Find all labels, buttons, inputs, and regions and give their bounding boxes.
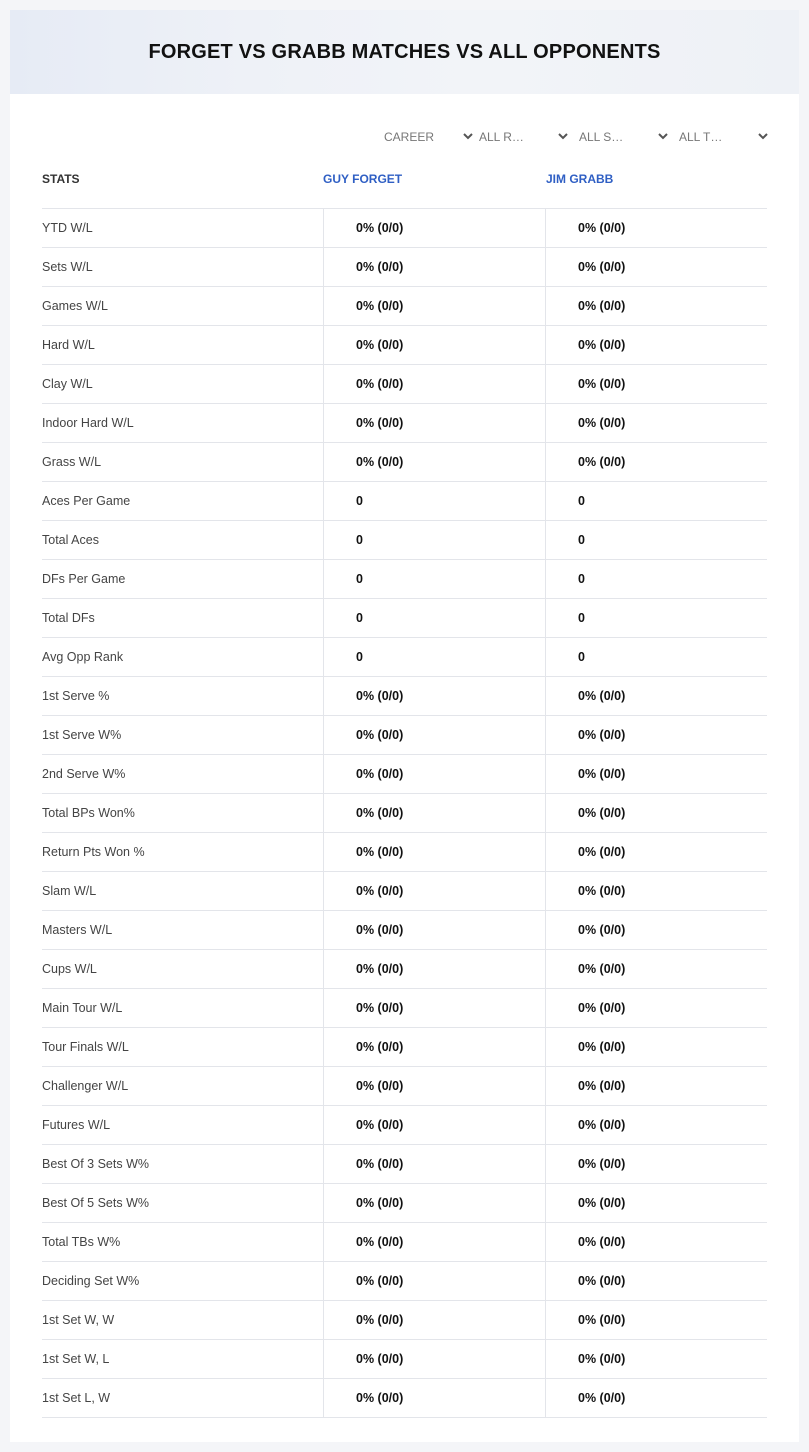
player-1-stat-value: 0: [323, 599, 545, 637]
tournament-filter-select[interactable]: [679, 126, 769, 148]
player-1-stat-value: 0% (0/0): [323, 1028, 545, 1066]
page-header: [10, 10, 799, 94]
player-1-stat-value: 0% (0/0): [323, 950, 545, 988]
player-2-stat-value: 0: [545, 482, 767, 520]
stat-label: Tour Finals W/L: [42, 1040, 129, 1054]
stat-label: Masters W/L: [42, 923, 113, 937]
chevron-down-icon: [757, 130, 769, 142]
player-1-stat-value: 0% (0/0): [323, 677, 545, 715]
player-1-stat-value: 0% (0/0): [323, 1145, 545, 1183]
stat-label: 1st Set W, W: [42, 1313, 115, 1327]
table-row: [42, 286, 767, 325]
player-2-stat-value: 0% (0/0): [545, 1223, 767, 1261]
player-2-stat-value: 0% (0/0): [545, 404, 767, 442]
player-1-stat-value: 0% (0/0): [323, 1067, 545, 1105]
table-row: [42, 1066, 767, 1105]
player-2-stat-value: 0% (0/0): [545, 755, 767, 793]
table-row: [42, 1222, 767, 1261]
chevron-down-icon: [557, 130, 569, 142]
player-1-stat-value: 0% (0/0): [323, 1184, 545, 1222]
player-1-stat-value: 0: [323, 521, 545, 559]
player-2-stat-value: 0% (0/0): [545, 677, 767, 715]
table-row: [42, 442, 767, 481]
player-1-stat-value: 0: [323, 560, 545, 598]
table-row: [42, 1261, 767, 1300]
player-2-stat-value: 0: [545, 638, 767, 676]
column-header-stats: STATS: [42, 172, 80, 186]
stat-label: 2nd Serve W%: [42, 767, 126, 781]
player-2-stat-value: 0% (0/0): [545, 950, 767, 988]
player-2-stat-value: 0% (0/0): [545, 1106, 767, 1144]
stat-label: Total TBs W%: [42, 1235, 121, 1249]
stat-label: Futures W/L: [42, 1118, 111, 1132]
stat-label: Cups W/L: [42, 962, 97, 976]
stat-label: Return Pts Won %: [42, 845, 145, 859]
player-2-stat-value: 0% (0/0): [545, 1262, 767, 1300]
player-1-stat-value: 0% (0/0): [323, 872, 545, 910]
player-2-stat-value: 0% (0/0): [545, 1340, 767, 1378]
table-row: [42, 715, 767, 754]
stat-label: Slam W/L: [42, 884, 97, 898]
table-row: [42, 1027, 767, 1066]
player-2-stat-value: 0% (0/0): [545, 1379, 767, 1417]
player-2-stat-value: 0% (0/0): [545, 989, 767, 1027]
table-row: [42, 832, 767, 871]
stat-label: Grass W/L: [42, 455, 102, 469]
stat-label: Indoor Hard W/L: [42, 416, 134, 430]
period-filter-value: CAREER: [384, 130, 435, 144]
player-1-stat-value: 0% (0/0): [323, 1262, 545, 1300]
stat-label: Avg Opp Rank: [42, 650, 124, 664]
player-1-stat-value: 0% (0/0): [323, 365, 545, 403]
player-1-stat-value: 0% (0/0): [323, 911, 545, 949]
stat-label: 1st Serve W%: [42, 728, 122, 742]
player-1-stat-value: 0% (0/0): [323, 248, 545, 286]
stat-label: Best Of 5 Sets W%: [42, 1196, 149, 1210]
tournament-filter-value: ALL T…: [679, 130, 723, 144]
player-2-stat-value: 0% (0/0): [545, 1067, 767, 1105]
player-2-stat-value: 0% (0/0): [545, 287, 767, 325]
player-1-stat-value: 0% (0/0): [323, 1301, 545, 1339]
table-row: [42, 637, 767, 676]
player-1-stat-value: 0% (0/0): [323, 716, 545, 754]
player-2-stat-value: 0% (0/0): [545, 248, 767, 286]
table-row: [42, 988, 767, 1027]
player-2-stat-value: 0: [545, 599, 767, 637]
player-1-stat-value: 0% (0/0): [323, 794, 545, 832]
player-2-stat-value: 0% (0/0): [545, 209, 767, 247]
player-1-stat-value: 0% (0/0): [323, 833, 545, 871]
player-2-stat-value: 0% (0/0): [545, 1028, 767, 1066]
table-row: [42, 598, 767, 637]
stat-label: Hard W/L: [42, 338, 95, 352]
player-2-stat-value: 0% (0/0): [545, 794, 767, 832]
table-row: [42, 208, 767, 247]
player-2-stat-value: 0: [545, 521, 767, 559]
table-row: [42, 481, 767, 520]
player-2-stat-value: 0% (0/0): [545, 326, 767, 364]
player-1-stat-value: 0% (0/0): [323, 1379, 545, 1417]
player-1-stat-value: 0% (0/0): [323, 1223, 545, 1261]
stat-label: 1st Set W, L: [42, 1352, 110, 1366]
stat-label: Games W/L: [42, 299, 108, 313]
stat-label: Main Tour W/L: [42, 1001, 123, 1015]
stat-label: Total DFs: [42, 611, 95, 625]
player-2-stat-value: 0% (0/0): [545, 1184, 767, 1222]
table-row: [42, 1183, 767, 1222]
page-title: FORGET VS GRABB MATCHES VS ALL OPPONENTS: [148, 40, 661, 63]
stat-label: Total BPs Won%: [42, 806, 135, 820]
stat-label: 1st Serve %: [42, 689, 110, 703]
table-row: [42, 520, 767, 559]
table-row: [42, 1105, 767, 1144]
player-1-stat-value: 0% (0/0): [323, 1106, 545, 1144]
player-1-stat-value: 0% (0/0): [323, 287, 545, 325]
player-2-stat-value: 0% (0/0): [545, 443, 767, 481]
period-filter-select[interactable]: [384, 126, 474, 148]
player-2-stat-value: 0% (0/0): [545, 833, 767, 871]
table-row: [42, 1144, 767, 1183]
stat-label: Sets W/L: [42, 260, 93, 274]
player-1-stat-value: 0% (0/0): [323, 755, 545, 793]
table-row: [42, 559, 767, 598]
table-row: [42, 676, 767, 715]
player-2-stat-value: 0% (0/0): [545, 1301, 767, 1339]
table-row: [42, 1378, 767, 1418]
player-1-stat-value: 0: [323, 482, 545, 520]
table-row: [42, 949, 767, 988]
stat-label: DFs Per Game: [42, 572, 126, 586]
chevron-down-icon: [657, 130, 669, 142]
player-1-stat-value: 0% (0/0): [323, 326, 545, 364]
player-2-stat-value: 0% (0/0): [545, 365, 767, 403]
column-header-player-1[interactable]: GUY FORGET: [323, 172, 403, 186]
round-filter-select[interactable]: [479, 126, 569, 148]
surface-filter-value: ALL S…: [579, 130, 624, 144]
stat-label: Challenger W/L: [42, 1079, 129, 1093]
chevron-down-icon: [462, 130, 474, 142]
player-1-stat-value: 0% (0/0): [323, 989, 545, 1027]
column-header-player-2[interactable]: JIM GRABB: [546, 172, 614, 186]
stat-label: 1st Set L, W: [42, 1391, 111, 1405]
table-row: [42, 793, 767, 832]
player-2-stat-value: 0% (0/0): [545, 872, 767, 910]
player-1-stat-value: 0% (0/0): [323, 404, 545, 442]
player-1-stat-value: 0% (0/0): [323, 443, 545, 481]
table-row: [42, 325, 767, 364]
player-1-stat-value: 0% (0/0): [323, 1340, 545, 1378]
surface-filter-select[interactable]: [579, 126, 669, 148]
player-1-stat-value: 0: [323, 638, 545, 676]
table-row: [42, 1339, 767, 1378]
round-filter-value: ALL R…: [479, 130, 524, 144]
table-row: [42, 364, 767, 403]
table-header: [42, 172, 767, 208]
stats-table: [42, 208, 767, 1418]
stat-label: Best Of 3 Sets W%: [42, 1157, 149, 1171]
stat-label: Deciding Set W%: [42, 1274, 140, 1288]
table-row: [42, 871, 767, 910]
player-1-stat-value: 0% (0/0): [323, 209, 545, 247]
table-row: [42, 754, 767, 793]
player-2-stat-value: 0% (0/0): [545, 1145, 767, 1183]
table-row: [42, 247, 767, 286]
table-row: [42, 1300, 767, 1339]
filter-bar: [380, 126, 769, 148]
stats-card: [10, 10, 799, 1442]
stat-label: Clay W/L: [42, 377, 93, 391]
player-2-stat-value: 0% (0/0): [545, 911, 767, 949]
table-row: [42, 403, 767, 442]
player-2-stat-value: 0% (0/0): [545, 716, 767, 754]
table-row: [42, 910, 767, 949]
stat-label: Aces Per Game: [42, 494, 131, 508]
player-2-stat-value: 0: [545, 560, 767, 598]
stat-label: Total Aces: [42, 533, 99, 547]
stat-label: YTD W/L: [42, 221, 93, 235]
